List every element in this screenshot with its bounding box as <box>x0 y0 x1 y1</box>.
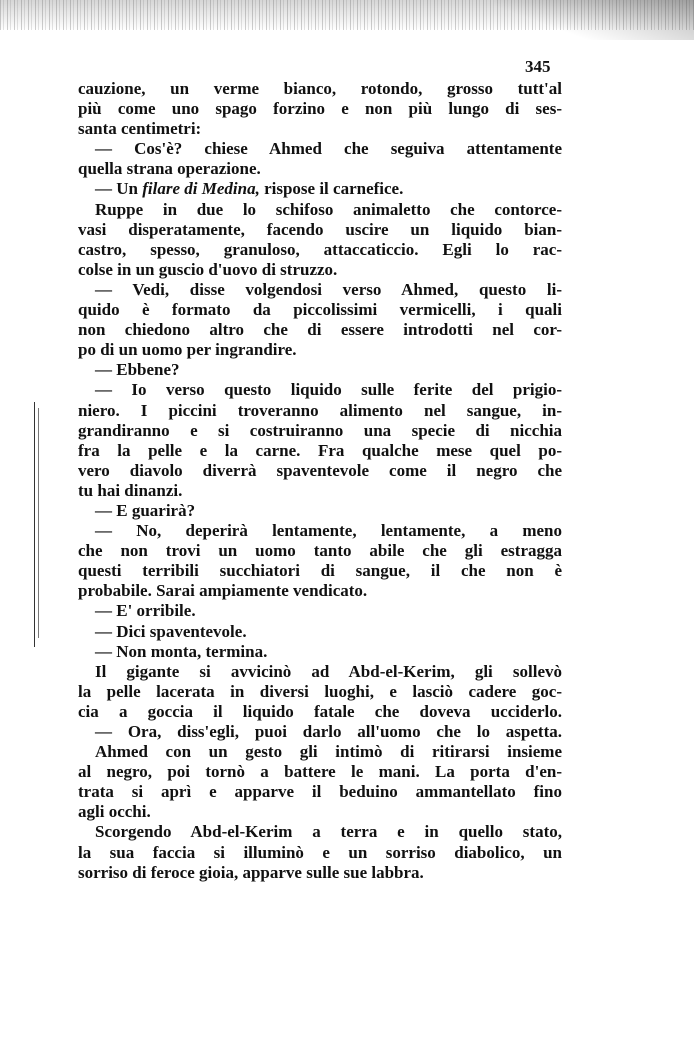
text-line: cauzione, un verme bianco, rotondo, grosso tutt'al <box>78 79 562 98</box>
text-line: agli occhi. <box>78 802 151 822</box>
scan-shadow-corner <box>494 0 694 40</box>
text-line: colse in un guscio d'uovo di struzzo. <box>78 259 338 279</box>
text-line: che non trovi un uomo tanto abile che gli estragga <box>78 541 562 561</box>
text-line: Il gigante si avvicinò ad Abd-el-Kerim, gli sollevò <box>95 661 562 681</box>
page-number: 345 <box>525 57 551 76</box>
text-line: quido è formato da piccolissimi vermicelli, i quali <box>78 300 562 320</box>
text-line: — No, deperirà lentamente, lentamente, a meno <box>95 521 562 541</box>
text-line: — E' orribile. <box>95 601 196 621</box>
text-line: niero. I piccini troveranno alimento nel sangue, in- <box>78 400 562 420</box>
text-segment: rispose il carnefice. <box>259 179 404 199</box>
text-line: sorriso di feroce gioia, apparve sulle sue labbra. <box>78 862 424 882</box>
text-line: trata si aprì e apparve il beduino ammantellato fino <box>78 782 562 802</box>
text-line: — Non monta, termina. <box>95 641 268 661</box>
text-line: fra la pelle e la carne. Fra qualche mese quel po- <box>78 440 562 460</box>
text-line: quella strana operazione. <box>78 159 261 179</box>
text-line: — Vedi, disse volgendosi verso Ahmed, questo li- <box>95 279 562 299</box>
text-line: grandiranno e si costruiranno una specie di nicchia <box>78 420 562 440</box>
text-line: santa centimetri: <box>78 119 202 139</box>
text-line: la pelle lacerata in diversi luoghi, e lasciò cadere goc- <box>78 681 562 701</box>
text-line: Scorgendo Abd-el-Kerim a terra e in quello stato, <box>95 822 562 842</box>
text-line: — Dici spaventevole. <box>95 621 247 641</box>
text-line: — Cos'è? chiese Ahmed che seguiva attentamente <box>95 139 562 159</box>
text-line: castro, spesso, granuloso, attaccaticcio. Egli lo rac- <box>78 239 562 259</box>
text-line: — Ebbene? <box>95 360 180 380</box>
text-line: Ruppe in due lo schifoso animaletto che contorce- <box>95 199 562 219</box>
text-line: cia a goccia il liquido fatale che doveva ucciderlo. <box>78 701 562 721</box>
margin-mark-secondary <box>38 408 39 638</box>
text-line: po di un uomo per ingrandire. <box>78 340 297 360</box>
text-line: — E guarirà? <box>95 500 196 520</box>
text-line: la sua faccia si illuminò e un sorriso diabolico, un <box>78 842 562 862</box>
text-line: — Io verso questo liquido sulle ferite del prigio- <box>95 380 562 400</box>
margin-mark <box>34 402 35 647</box>
text-line: vero diavolo diverrà spaventevole come il negro che <box>78 460 562 480</box>
italic-phrase: filare di Medina, <box>142 179 260 199</box>
text-line <box>78 179 562 199</box>
text-line: — Ora, diss'egli, puoi darlo all'uomo che lo aspetta. <box>95 722 562 741</box>
text-line: al negro, poi tornò a battere le mani. La porta d'en- <box>78 762 562 782</box>
text-line: questi terribili succhiatori di sangue, il che non è <box>78 561 562 581</box>
text-line: non chiedono altro che di essere introdotti nel cor- <box>78 320 562 340</box>
text-line: più come uno spago forzino e non più lungo di ses- <box>78 99 562 119</box>
text-line: Ahmed con un gesto gli intimò di ritirarsi insieme <box>95 742 562 762</box>
text-line: probabile. Sarai ampiamente vendicato. <box>78 581 368 601</box>
text-segment: — Un <box>95 179 143 199</box>
text-line: vasi disperatamente, facendo uscire un liquido bian- <box>78 219 562 239</box>
body-text <box>78 79 562 883</box>
text-line: tu hai dinanzi. <box>78 480 183 500</box>
